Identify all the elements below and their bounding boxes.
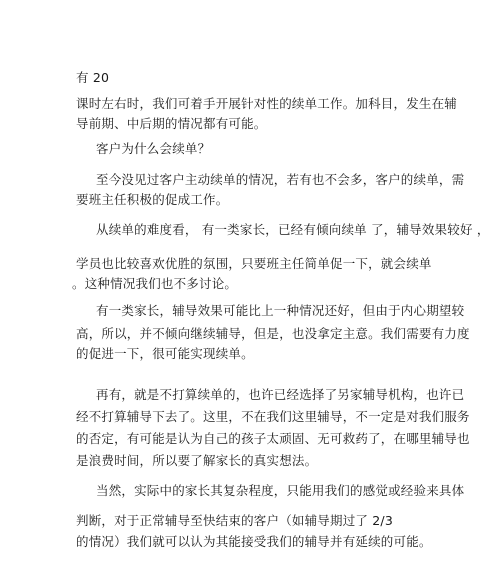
text-line: 要班主任积极的促成工作。 [76,192,229,207]
text-line: 客户为什么会续单？ [96,141,211,156]
text-line: 的否定，有可能是认为自己的孩子太顽固、无可救药了，在哪里辅导也 [76,431,470,446]
text-line: 经不打算辅导下去了。这里，不在我们这里辅导，不一定是对我们服务 [76,409,470,424]
text-line: 有 20 [76,70,110,85]
text-line: 是浪费时间，所以要了解家长的真实想法。 [76,453,318,468]
text-line: 。这种情况我们也不多讨论。 [72,276,238,291]
text-line: 至今没见过客户主动续单的情况，若有也不会多，客户的续单，需 [96,172,465,187]
text-line: 的促进一下，很可能实现续单。 [76,346,254,361]
text-line: 高，所以，并不倾向继续辅导，但是，也没拿定主意。我们需要有力度 [76,326,470,341]
text-line: 当然，实际中的家长其复杂程度，只能用我们的感觉或经验来具体 [96,483,465,498]
text-line: 判断，对于正常辅导至快结束的客户（如辅导期过了 2/3 [76,513,393,528]
text-line: 的情况）我们就可以认为其能接受我们的辅导并有延续的可能。 [76,534,432,549]
text-line: 有一类家长，辅导效果可能比上一种情况还好，但由于内心期望较 [96,303,465,318]
text-line: 导前期、中后期的情况都有可能。 [76,116,267,131]
text-line: 课时左右时，我们可着手开展针对性的续单工作。加科目，发生在辅 [76,96,458,111]
text-line: 学员也比较喜欢优胜的氛围，只要班主任简单促一下，就会续单 [76,256,432,271]
text-line: 再有，就是不打算续单的，也许已经选择了另家辅导机构，也许已 [96,387,465,402]
text-line: 从续单的难度看， 有一类家长，已经有倾向续单 了，辅导效果较好 ， [96,222,490,237]
